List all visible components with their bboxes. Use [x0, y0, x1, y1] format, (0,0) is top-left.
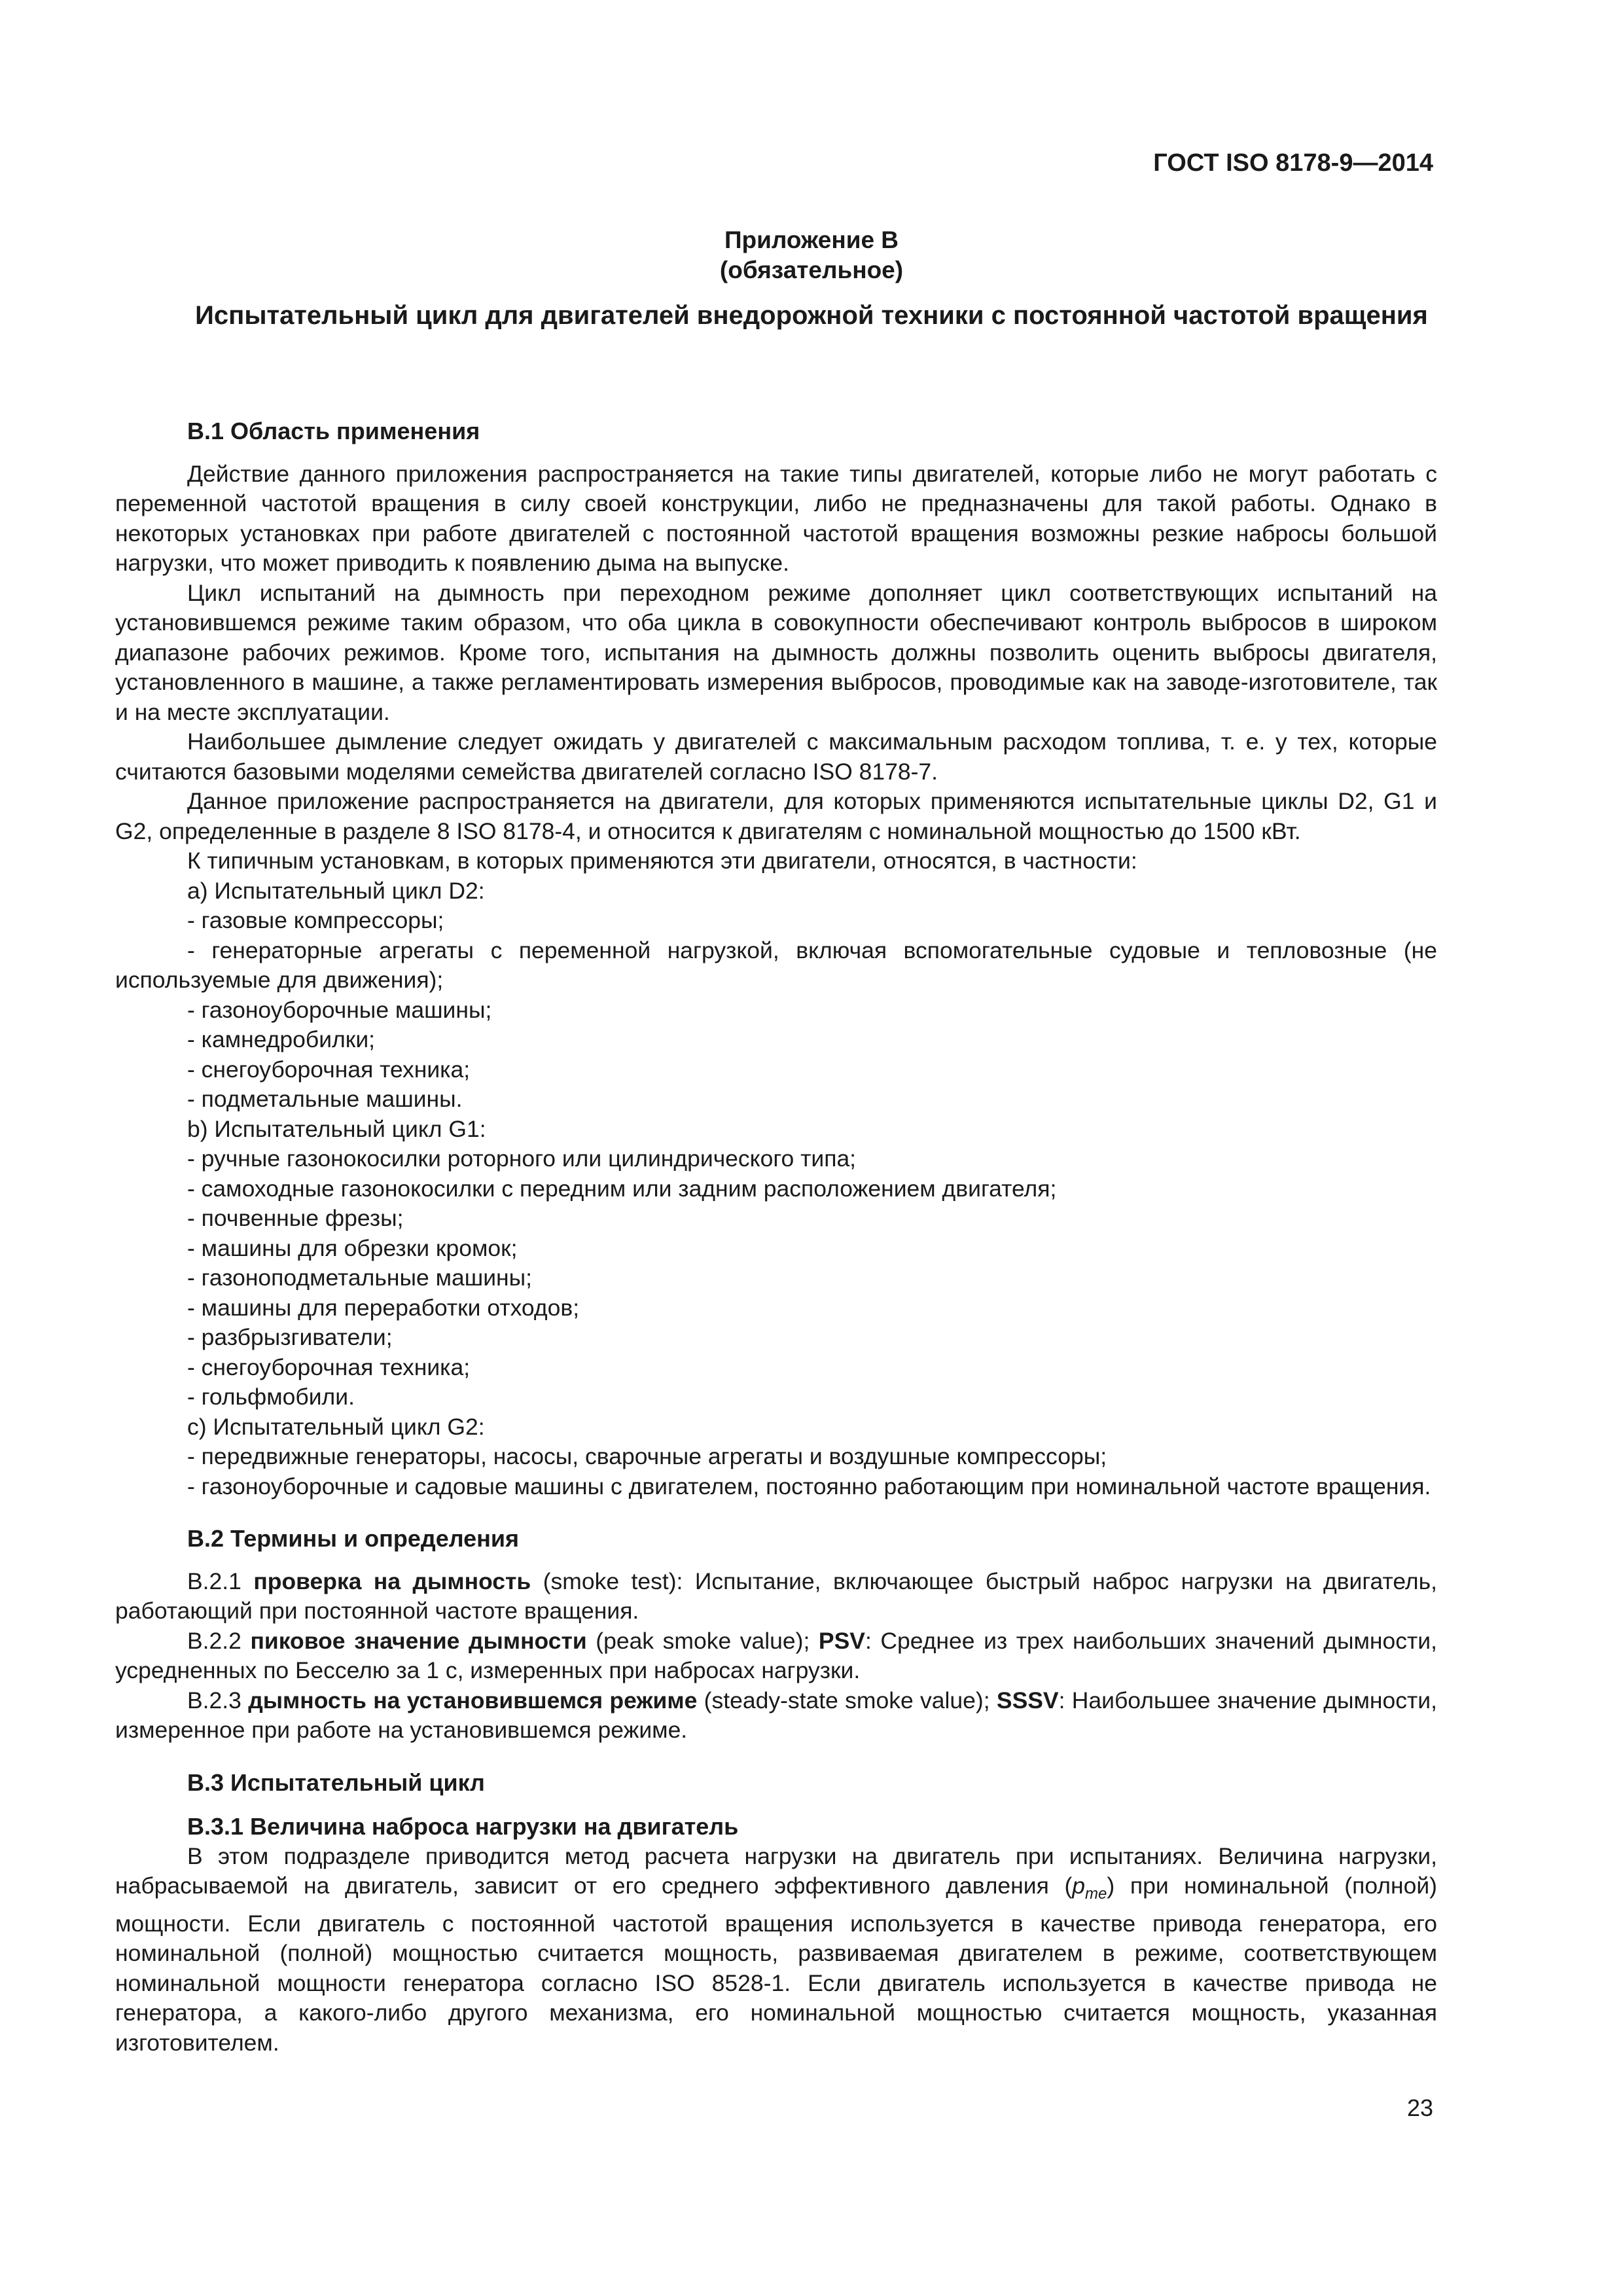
term-text: : Среднее из трех наибольших значений дымности, усредненных по Бесселю за 1 с, измеренных при набросах нагрузки. [115, 1627, 1437, 1683]
document-code: ГОСТ ISO 8178-9—2014 [1153, 149, 1433, 177]
list-item: - передвижные генераторы, насосы, сварочные агрегаты и воздушные компрессоры; [187, 1443, 1107, 1469]
term-text: (smoke test): Испытание, включающее быстрый наброс нагрузки на двигатель, работающий при постоянной частоте вращения. [115, 1568, 1437, 1624]
list-item: - камнедробилки; [187, 1026, 376, 1052]
paragraph: Данное приложение распространяется на двигатели, для которых применяются испытательные циклы D2, G1 и G2, определенные в разделе 8 ISO 8178-4, и относится к двигателям с номинальной мощностью до 1500 кВт. [115, 788, 1437, 844]
section-heading-b2: В.2 Термины и определения [187, 1525, 520, 1552]
symbol-subscript: me [1085, 1885, 1107, 1903]
list-item: - машины для обрезки кромок; [187, 1234, 518, 1261]
paragraph: Действие данного приложения распространяется на такие типы двигателей, которые либо не могут работать с переменной частотой вращения в силу своей конструкции, либо не предназначены для такой работы. Однако в некоторых установках при работе двигателей с постоянной частотой вращения возможны резкие набросы большой нагрузки, что может приводить к появлению дыма на выпуске. [115, 460, 1437, 576]
document-body [115, 416, 1437, 2058]
term-text: : Наибольшее значение дымности, измеренное при работе на установившемся режиме. [115, 1687, 1437, 1743]
list-heading-b: b) Испытательный цикл G1: [187, 1115, 486, 1142]
list-heading-a: а) Испытательный цикл D2: [187, 877, 485, 904]
paragraph: Цикл испытаний на дымность при переходном режиме дополняет цикл соответствующих испытаний на установившемся режиме таким образом, что оба цикла в совокупности обеспечивают контроль выбросов в широком диапазоне рабочих режимов. Кроме того, испытания на дымность должны позволить оценить выбросы двигателя, установленного в машине, а также регламентировать измерения выбросов, проводимые как на заводе-изготовителе, так и на месте эксплуатации. [115, 579, 1437, 725]
list-heading-c: с) Испытательный цикл G2: [187, 1413, 485, 1440]
paragraph-text: В этом подразделе приводится метод расчета нагрузки на двигатель при испытаниях. Величина нагрузки, набрасываемой на двигатель, зависит от его среднего эффективного давления ( [115, 1842, 1437, 1899]
page-number: 23 [1406, 2094, 1433, 2121]
term: пиковое значение дымности [250, 1627, 587, 1654]
term-definition [115, 1686, 1437, 1746]
appendix-title: Испытательный цикл для двигателей внедорожной техники с постоянной частотой вращения [195, 301, 1428, 330]
term-number: В.2.2 [187, 1627, 251, 1654]
list-item: - газоноподметальные машины; [187, 1265, 533, 1291]
list-item: - газоноуборочные машины; [187, 996, 492, 1023]
appendix-label: Приложение В [724, 226, 899, 253]
list-item: - газовые компрессоры; [187, 907, 444, 933]
list-item: - разбрызгиватели; [187, 1324, 393, 1350]
list-item: - ручные газонокосилки роторного или цилиндрического типа; [187, 1145, 857, 1172]
list-item: - снегоуборочная техника; [187, 1056, 471, 1083]
term: проверка на дымность [253, 1568, 531, 1594]
appendix-heading [0, 225, 1623, 285]
term-english: (steady-state smoke value); [697, 1687, 997, 1713]
symbol-p: p [1072, 1873, 1086, 1899]
paragraph: Наибольшее дымление следует ожидать у двигателей с максимальным расходом топлива, т. е. у тех, которые считаются базовыми моделями семейства двигателей согласно ISO 8178-7. [115, 728, 1437, 785]
list-item: - генераторные агрегаты с переменной нагрузкой, включая вспомогательные судовые и тепловозные (не используемые для движения); [115, 937, 1437, 993]
paragraph-text: ) при номинальной (полной) мощности. Если двигатель с постоянной частотой вращения используется в качестве привода генератора, его номинальной (полной) мощностью считается мощность, развиваемая двигателем в режиме, соответствующем номинальной мощности генератора согласно ISO 8528-1. Если двигатель используется в качестве привода не генератора, а какого-либо другого механизма, его номинальной мощностью считается мощность, указанная изготовителем. [115, 1873, 1437, 2056]
list-item: - самоходные газонокосилки с передним или задним расположением двигателя; [187, 1175, 1057, 1202]
term: дымность на установившемся режиме [248, 1687, 698, 1713]
list-item: - гольфмобили. [187, 1384, 355, 1410]
paragraph [115, 1842, 1437, 2058]
term-abbreviation: PSV [818, 1627, 865, 1654]
paragraph: К типичным установкам, в которых применяются эти двигатели, относятся, в частности: [187, 848, 1137, 874]
list-item: - газоноуборочные и садовые машины с двигателем, постоянно работающим при номинальной частоте вращения. [187, 1473, 1431, 1499]
term-definition [115, 1567, 1437, 1626]
term-number: В.2.3 [187, 1687, 249, 1713]
section-heading-b3: В.3 Испытательный цикл [187, 1768, 485, 1796]
section-heading-b1: В.1 Область применения [187, 418, 480, 444]
list-item: - почвенные фрезы; [187, 1205, 404, 1231]
list-item: - машины для переработки отходов; [187, 1294, 580, 1321]
appendix-status: (обязательное) [719, 257, 904, 283]
list-item: - подметальные машины. [187, 1086, 463, 1112]
list-item: - снегоуборочная техника; [187, 1354, 471, 1380]
term-english: (peak smoke value); [586, 1627, 819, 1654]
term-number: В.2.1 [187, 1568, 254, 1594]
subsection-heading-b31: В.3.1 Величина наброса нагрузки на двигатель [187, 1813, 739, 1840]
term-definition [115, 1626, 1437, 1686]
term-abbreviation: SSSV [996, 1687, 1059, 1713]
